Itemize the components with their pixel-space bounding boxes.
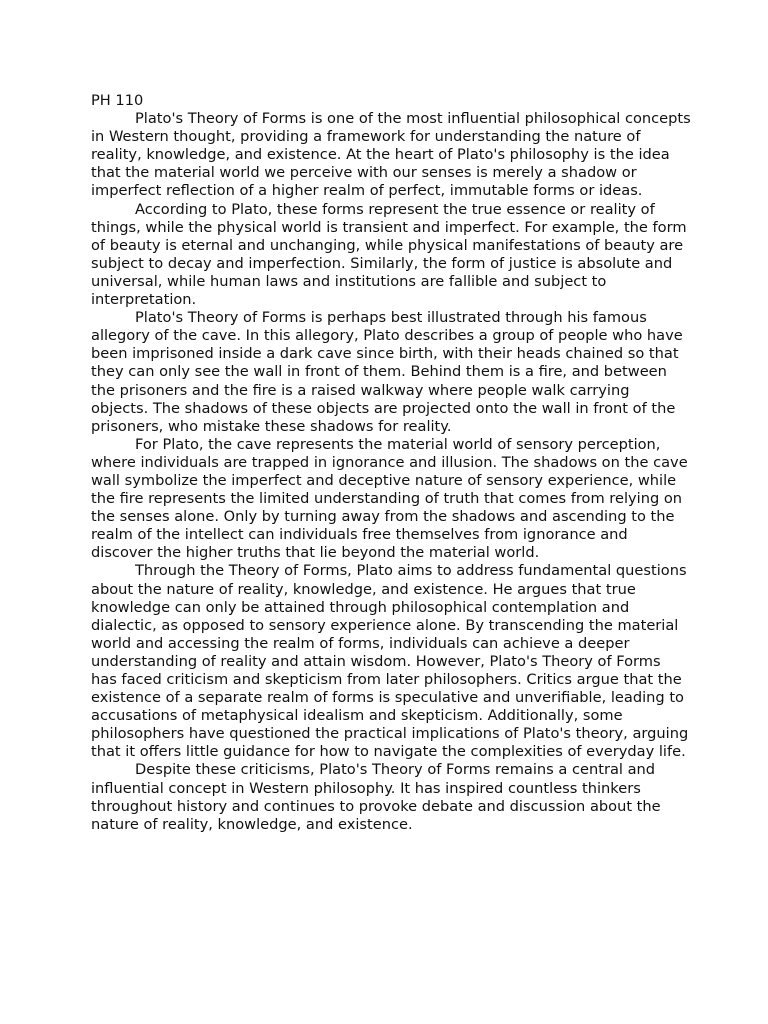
paragraph-forms-essence: According to Plato, these forms represent the true essence or reality of things, while the physical world is transient and imperfect. For example, the form of beauty is eternal and unchanging, while physical manifestations of beauty are subject to decay and imperfection. Similarly, the form of justice is absolute and universal, while human laws and institutions are fallible and subject to interpretation. bbox=[91, 200, 687, 309]
paragraph-cave-meaning: For Plato, the cave represents the material world of sensory perception, where individuals are trapped in ignorance and illusion. The shadows on the cave wall symbolize the imperfect and deceptive nature of sensory experience, while the fire represents the limited understanding of truth that comes from relying on the senses alone. Only by turning away from the shadows and ascending to the realm of the intellect can individuals free themselves from ignorance and discover the higher truths that lie beyond the material world. bbox=[91, 435, 688, 562]
document-body bbox=[91, 92, 691, 834]
course-code: PH 110 bbox=[91, 92, 144, 109]
paragraph-knowledge-criticism: Through the Theory of Forms, Plato aims to address fundamental questions about the nature of reality, knowledge, and existence. He argues that true knowledge can only be attained through philosophical contemplation and dialectic, as opposed to sensory experience alone. By transcending the material world and accessing the realm of forms, individuals can achieve a deeper understanding of reality and attain wisdom. However, Plato's Theory of Forms has faced criticism and skepticism from later philosophers. Critics argue that the existence of a separate realm of forms is speculative and unverifiable, leading to accusations of metaphysical idealism and skepticism. Additionally, some philosophers have questioned the practical implications of Plato's theory, arguing that it offers little guidance for how to navigate the complexities of everyday life. bbox=[91, 562, 689, 761]
paragraph-allegory-cave: Plato's Theory of Forms is perhaps best illustrated through his famous allegory of the cave. In this allegory, Plato describes a group of people who have been imprisoned inside a dark cave since birth, with their heads chained so that they can only see the wall in front of them. Behind them is a fire, and between the prisoners and the fire is a raised walkway where people walk carrying objects. The shadows of these objects are projected onto the wall in front of the prisoners, who mistake these shadows for reality. bbox=[91, 309, 683, 435]
paragraph-intro: Plato's Theory of Forms is one of the most influential philosophical concepts in Western thought, providing a framework for understanding the nature of reality, knowledge, and existence. At the heart of Plato's philosophy is the idea that the material world we perceive with our senses is merely a shadow or imperfect reflection of a higher realm of perfect, immutable forms or ideas. bbox=[91, 110, 691, 200]
paragraph-conclusion: Despite these criticisms, Plato's Theory of Forms remains a central and influential concept in Western philosophy. It has inspired countless thinkers throughout history and continues to provoke debate and discussion about the nature of reality, knowledge, and existence. bbox=[91, 761, 661, 833]
